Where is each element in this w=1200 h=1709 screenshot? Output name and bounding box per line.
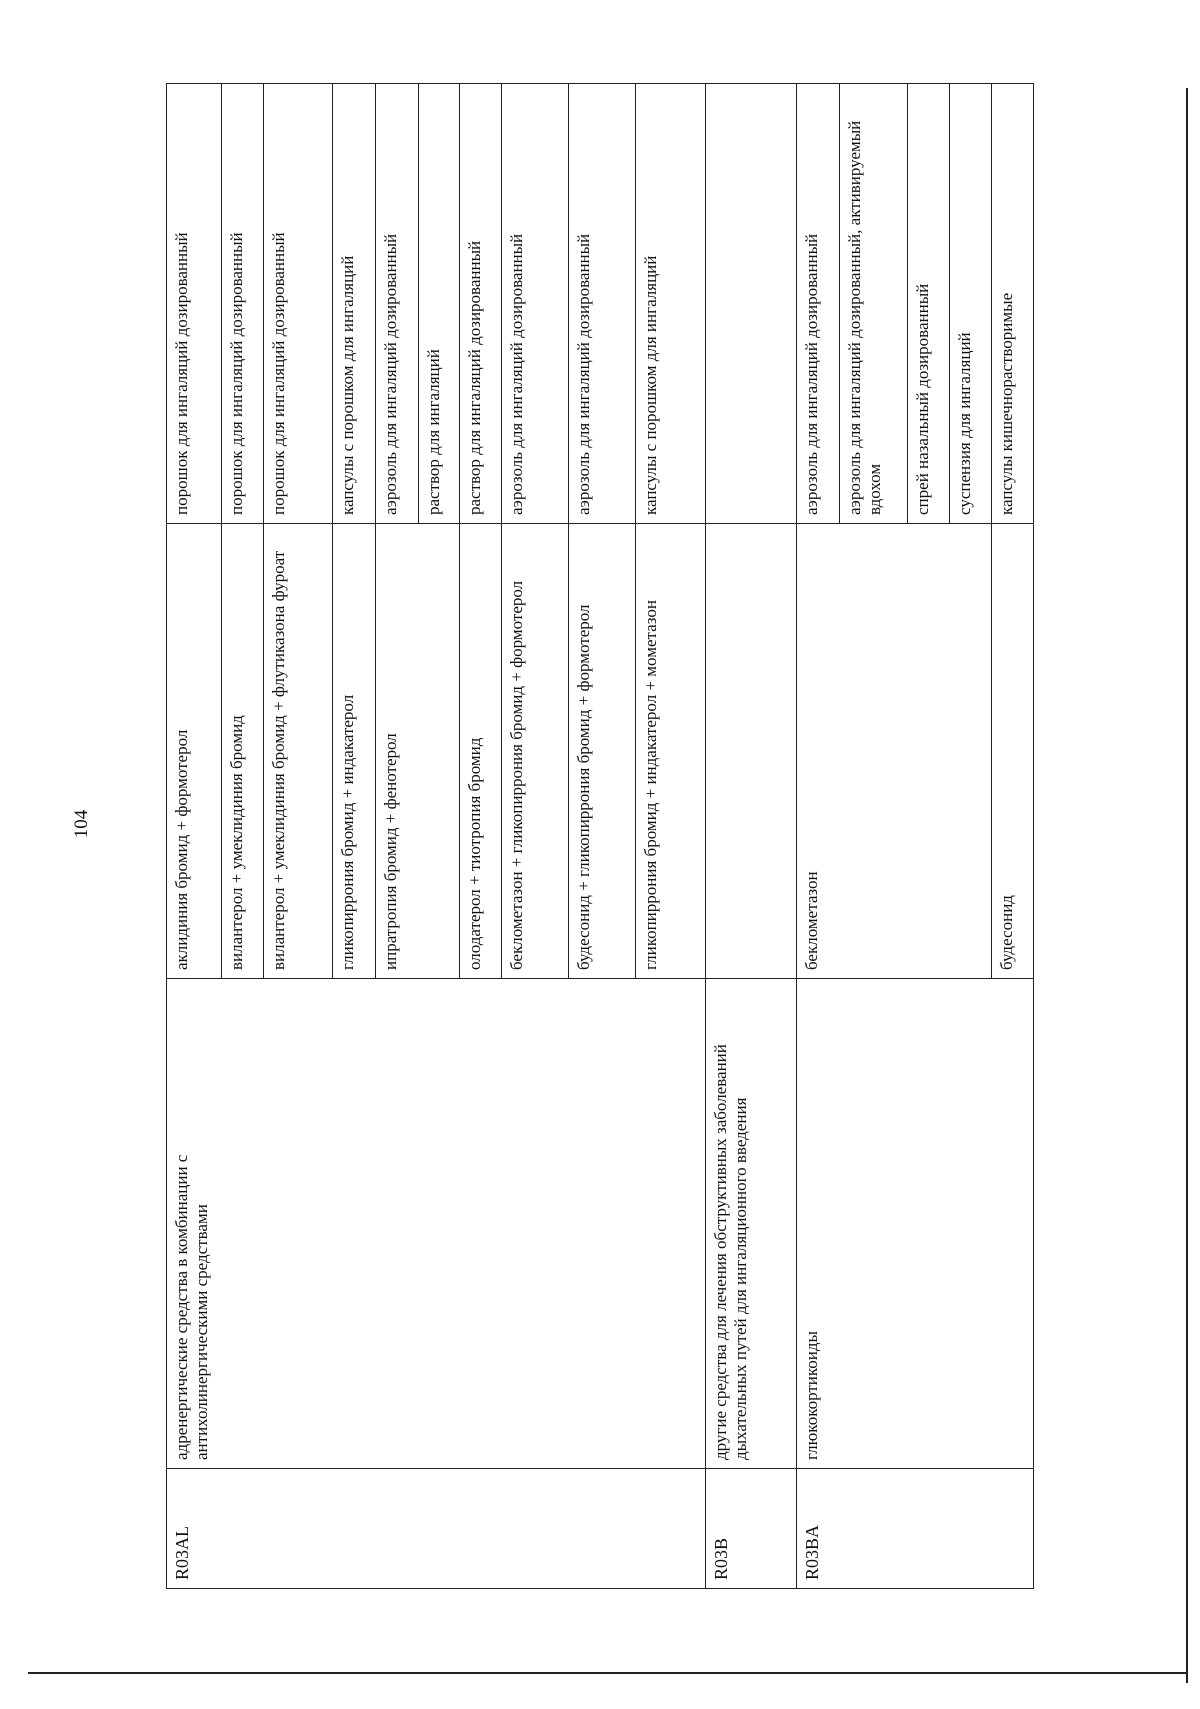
drug-cell: вилантерол + умеклидиния бромид + флутиказона фуроат <box>264 524 333 979</box>
drug-cell: аклидиния бромид + формотерол <box>167 524 222 979</box>
drug-cell <box>706 524 797 979</box>
atc-code-cell: R03AL <box>167 1469 706 1589</box>
table-row <box>797 84 840 1589</box>
drug-cell: беклометазон <box>797 524 992 979</box>
form-cell: аэрозоль для ингаляций дозированный, активируемый вдохом <box>840 84 908 524</box>
form-cell: раствор для ингаляций <box>419 84 460 524</box>
page-edge-right <box>1186 88 1188 1683</box>
form-cell: суспензия для ингаляций <box>950 84 992 524</box>
form-cell: капсулы кишечнорастворимые <box>992 84 1034 524</box>
group-name-cell: адренергические средства в комбинации с антихолинергическими средствами <box>167 979 706 1469</box>
rotated-table-container <box>166 84 1083 1589</box>
group-name-cell: другие средства для лечения обструктивных заболеваний дыхательных путей для ингаляционного введения <box>706 979 797 1469</box>
form-cell: аэрозоль для ингаляций дозированный <box>376 84 419 524</box>
drug-cell: вилантерол + умеклидиния бромид <box>222 524 264 979</box>
group-name-cell: глюкокортикоиды <box>797 979 1034 1469</box>
table-row <box>706 84 797 1589</box>
table-row <box>167 84 222 1589</box>
drug-classification-table <box>166 83 1034 1589</box>
page-number: 104 <box>71 809 92 839</box>
form-cell: капсулы с порошком для ингаляций <box>333 84 376 524</box>
form-cell <box>706 84 797 524</box>
page-edge-bottom <box>28 1672 1188 1674</box>
drug-cell: будесонид + гликопиррония бромид + формотерол <box>569 524 636 979</box>
drug-cell: ипратропия бромид + фенотерол <box>376 524 460 979</box>
form-cell: порошок для ингаляций дозированный <box>222 84 264 524</box>
drug-cell: гликопиррония бромид + индакатерол + мометазон <box>636 524 706 979</box>
form-cell: аэрозоль для ингаляций дозированный <box>502 84 569 524</box>
form-cell: раствор для ингаляций дозированный <box>460 84 502 524</box>
drug-cell: беклометазон + гликопиррония бромид + формотерол <box>502 524 569 979</box>
drug-cell: олодатерол + тиотропия бромид <box>460 524 502 979</box>
form-cell: аэрозоль для ингаляций дозированный <box>569 84 636 524</box>
drug-cell: гликопиррония бромид + индакатерол <box>333 524 376 979</box>
form-cell: порошок для ингаляций дозированный <box>167 84 222 524</box>
atc-code-cell: R03B <box>706 1469 797 1589</box>
atc-code-cell: R03BA <box>797 1469 1034 1589</box>
form-cell: капсулы с порошком для ингаляций <box>636 84 706 524</box>
form-cell: порошок для ингаляций дозированный <box>264 84 333 524</box>
form-cell: спрей назальный дозированный <box>908 84 950 524</box>
form-cell: аэрозоль для ингаляций дозированный <box>797 84 840 524</box>
drug-cell: будесонид <box>992 524 1034 979</box>
